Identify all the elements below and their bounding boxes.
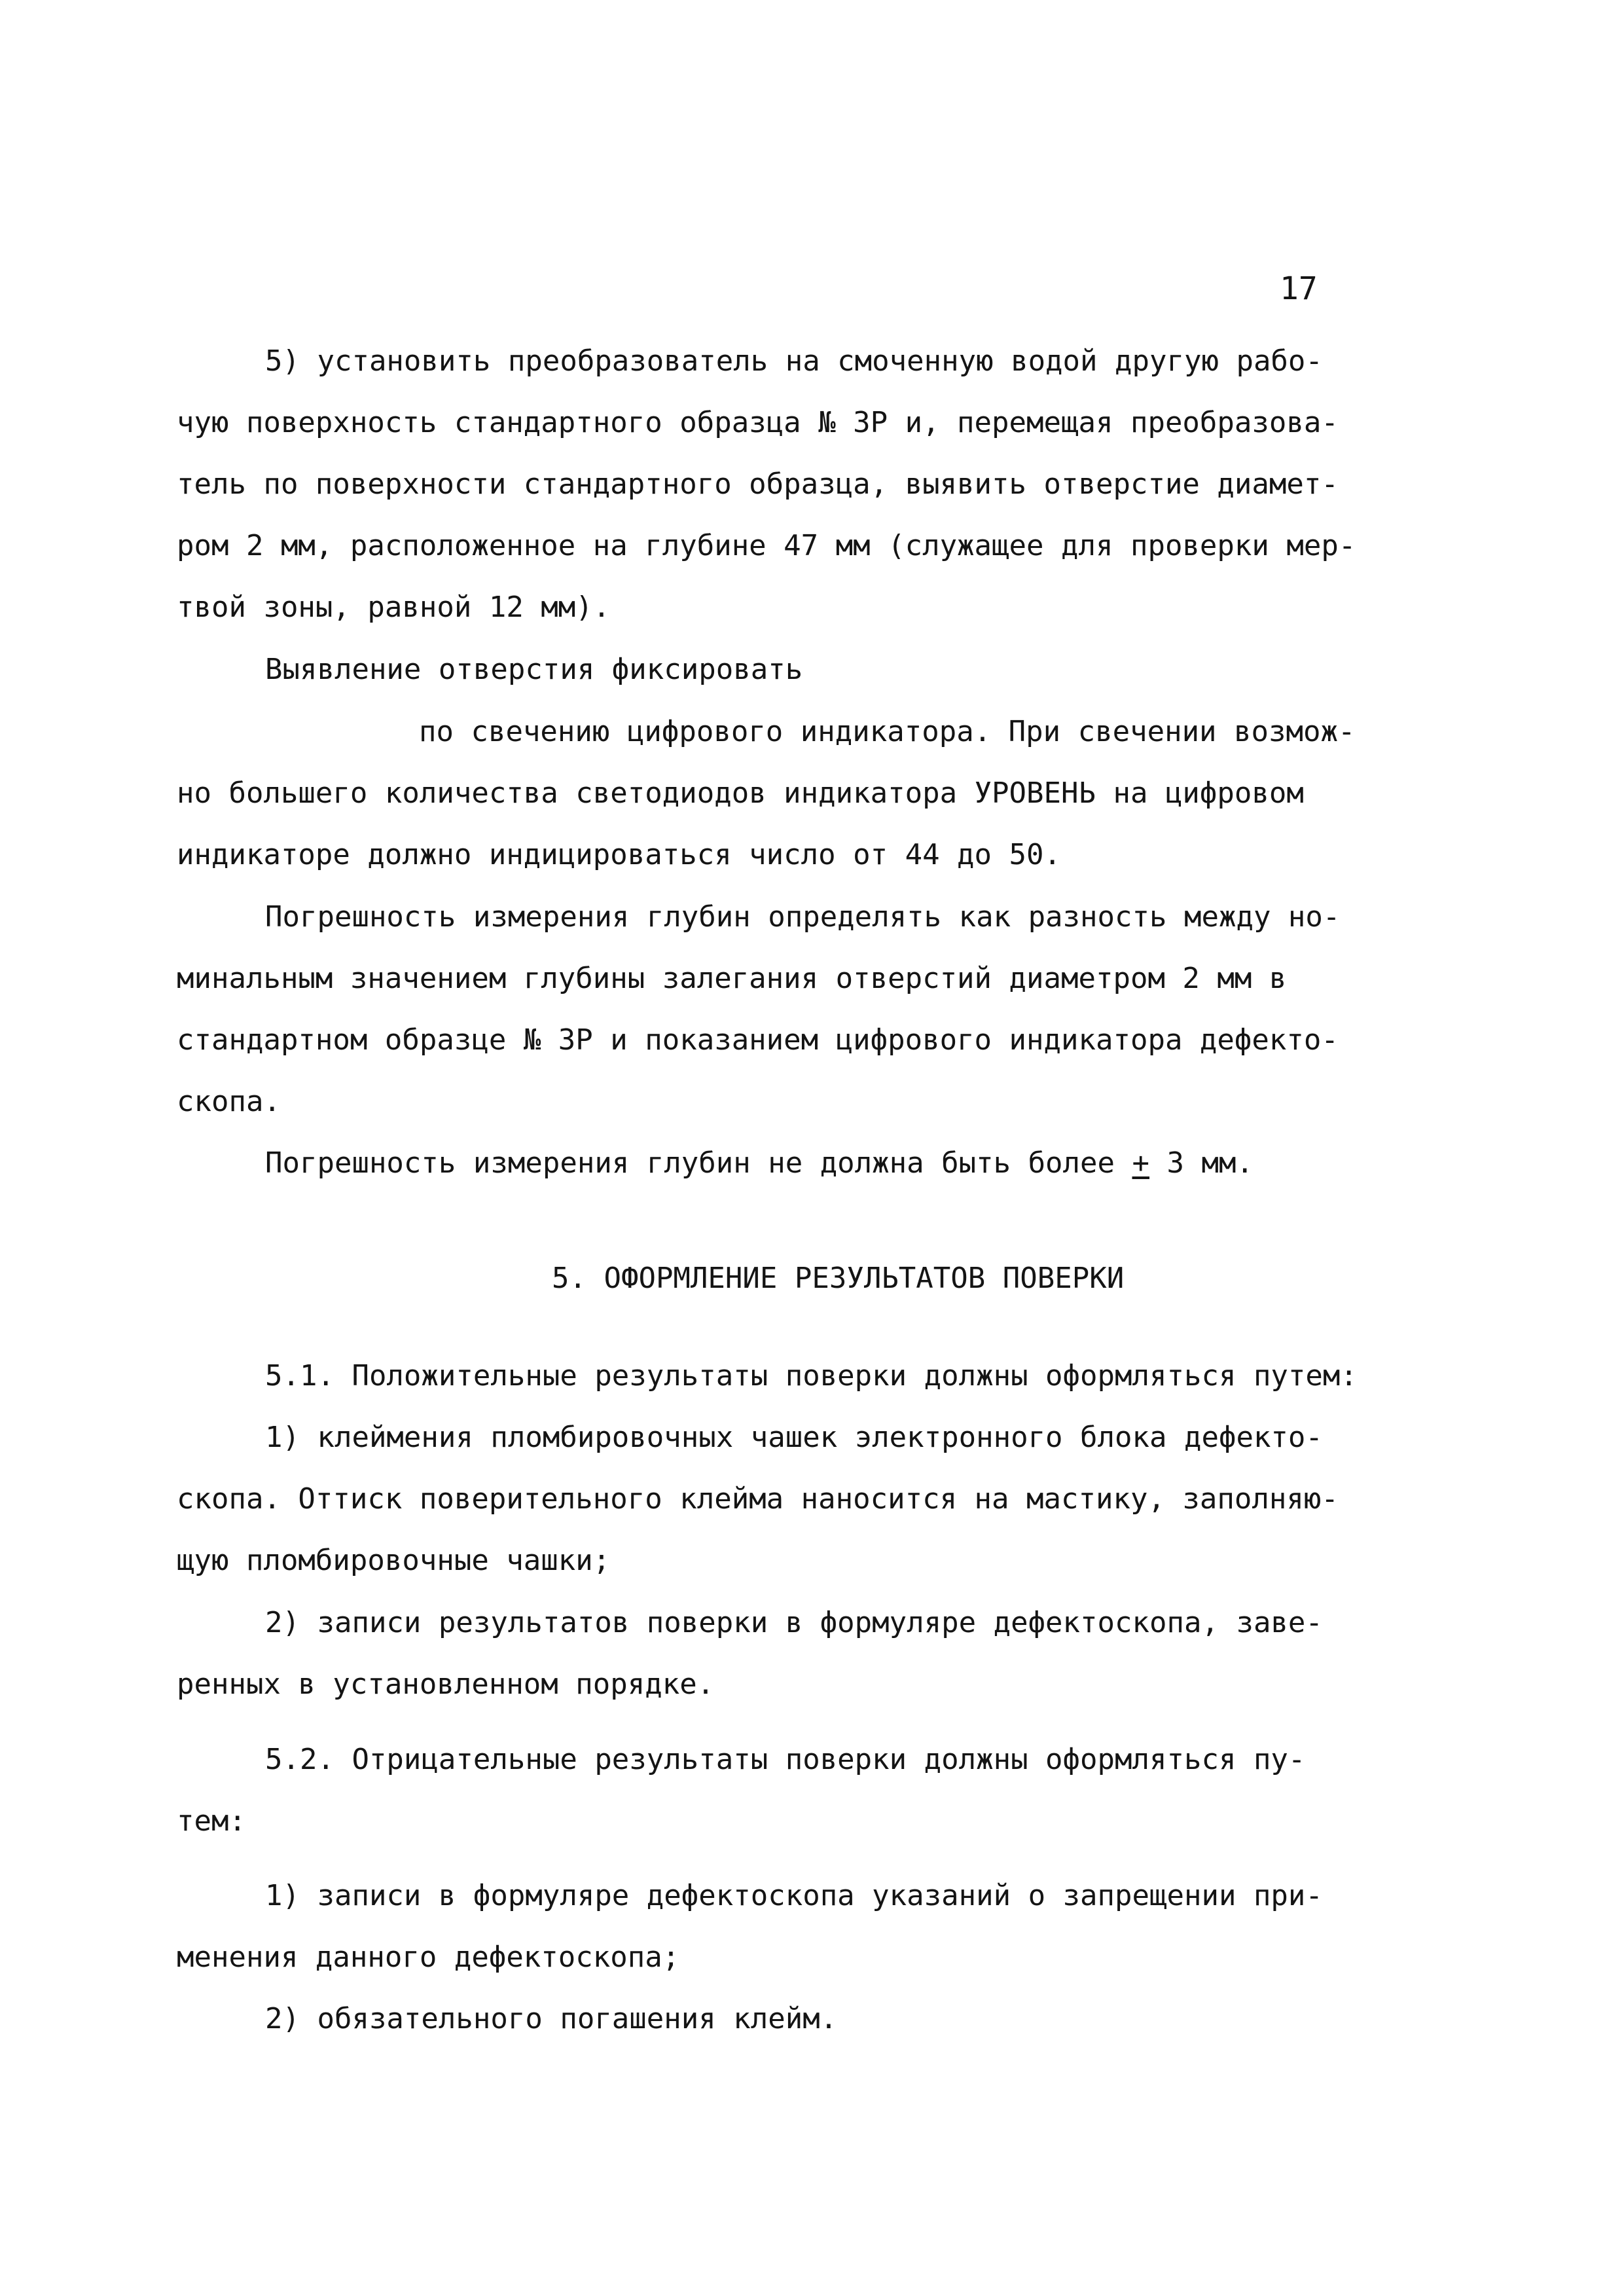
text-line: ренных в установленном порядке. (177, 1667, 715, 1701)
text-line: чую поверхность стандартного образца № 3Р и, перемещая преобразова- (177, 406, 1339, 439)
text-line: индикаторе должно индицироваться число от 44 до 50. (177, 838, 1062, 871)
text-line: скопа. (177, 1085, 281, 1118)
section-heading: 5. ОФОРМЛЕНИЕ РЕЗУЛЬТАТОВ ПОВЕРКИ (552, 1262, 1125, 1295)
text-line: менения данного дефектоскопа; (177, 1941, 680, 1974)
text-fragment: 3 мм. (1149, 1146, 1254, 1180)
text-line: 1) клеймения пломбировочных чашек электронного блока дефекто- (265, 1421, 1323, 1454)
page-number: 17 (1280, 270, 1318, 307)
paragraph-error-limit (265, 1132, 1254, 1195)
text-line: 5) установить преобразователь на смоченную водой другую рабо- (265, 344, 1323, 378)
plus-minus-sign: + (1132, 1146, 1150, 1180)
text-line: 1) записи в формуляре дефектоскопа указаний о запрещении при- (265, 1879, 1323, 1912)
text-line: по свечению цифрового индикатора. При свечении возмож- (419, 715, 1356, 748)
text-line: тем: (177, 1804, 246, 1838)
text-line: Погрешность измерения глубин определять как разность между но- (265, 900, 1341, 934)
text-line: скопа. Оттиск поверительного клейма наносится на мастику, заполняю- (177, 1482, 1339, 1516)
text-line: 5.2. Отрицательные результаты поверки должны оформляться пу- (265, 1743, 1306, 1776)
text-line: 2) записи результатов поверки в формуляре дефектоскопа, заве- (265, 1606, 1323, 1639)
text-fragment: Погрешность измерения глубин не должна быть более (265, 1146, 1132, 1180)
text-line: твой зоны, равной 12 мм). (177, 591, 611, 624)
text-line: щую пломбировочные чашки; (177, 1544, 611, 1577)
text-line: стандартном образце № 3Р и показанием цифрового индикатора дефекто- (177, 1023, 1339, 1057)
text-line: но большего количества светодиодов индикатора УРОВЕНЬ на цифровом (177, 776, 1304, 810)
text-line: 5.1. Положительные результаты поверки должны оформляться путем: (265, 1359, 1358, 1393)
text-line: 2) обязательного погашения клейм. (265, 2002, 838, 2035)
text-line: ром 2 мм, расположенное на глубине 47 мм (служащее для проверки мер- (177, 529, 1356, 562)
text-line: тель по поверхности стандартного образца, выявить отверстие диамет- (177, 467, 1339, 501)
text-line: Выявление отверстия фиксировать (265, 653, 803, 686)
text-line: минальным значением глубины залегания отверстий диаметром 2 мм в (177, 962, 1287, 995)
